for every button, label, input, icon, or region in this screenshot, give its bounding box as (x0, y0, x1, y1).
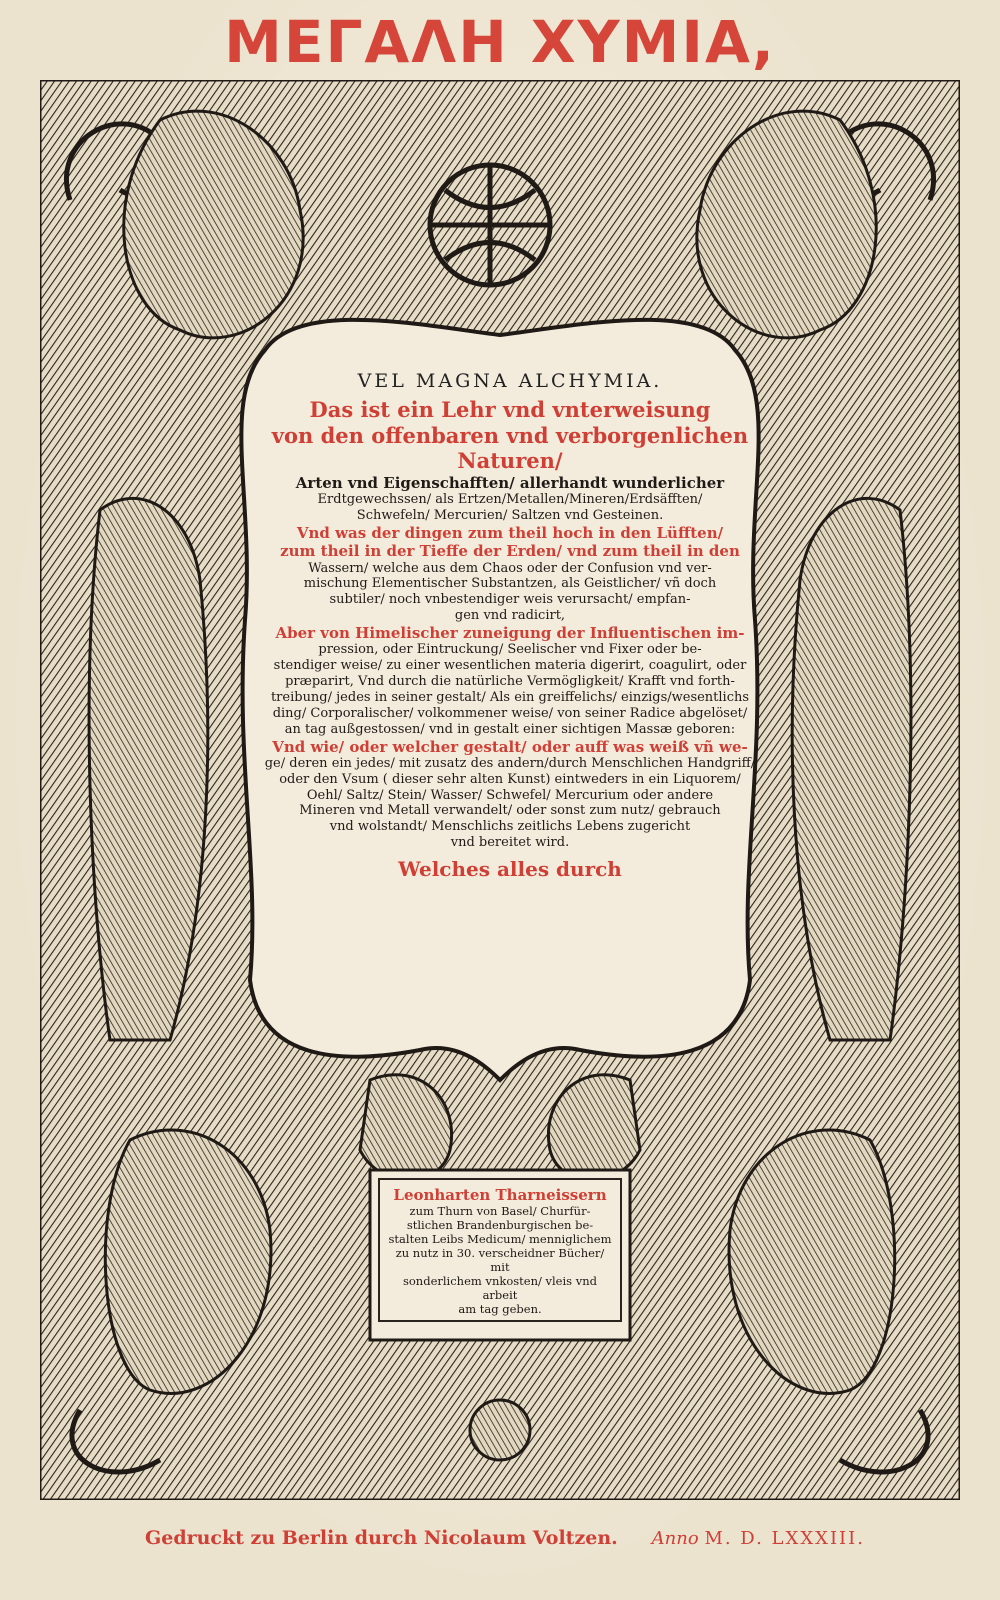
title-line: stendiger weise/ zu einer wesentlichen materia digerirt, coagulirt, oder (273, 658, 747, 674)
title-line: Vnd was der dingen zum theil hoch in den Lüfften/ (296, 524, 724, 543)
greek-title: ΜΕΓΑΛΗ ΧΥΜΙΑ, (224, 8, 776, 76)
title-line: pression, oder Eintruckung/ Seelischer vnd Fixer oder be- (318, 642, 702, 658)
author-line: zu nutz in 30. verscheidner Bücher/ mit (395, 1246, 605, 1275)
imprint (145, 1527, 865, 1549)
author-name: Leonharten Tharneissern (393, 1186, 607, 1204)
imprint-anno: Anno (651, 1528, 699, 1549)
title-cartouche (263, 370, 757, 881)
title-line: Aber von Himelischer zuneigung der Influentischen im- (275, 624, 745, 643)
imprint-year: M. D. LXXXIII. (704, 1528, 865, 1549)
author-line: zum Thurn von Basel/ Churfür- (409, 1204, 591, 1219)
title-line: Erdtgewechssen/ als Ertzen/Metallen/Mineren/Erdsäfften/ (317, 492, 703, 508)
title-line: gen vnd radicirt, (454, 608, 566, 624)
title-line: vnd bereitet wird. (450, 835, 570, 851)
author-description (386, 1204, 614, 1316)
latin-subtitle: VEL MAGNA ALCHYMIA. (357, 370, 663, 392)
title-line: vnd wolstandt/ Menschlichs zeitlichs Lebens zugericht (329, 819, 691, 835)
title-line: præparirt, Vnd durch die natürliche Vermögligkeit/ Krafft vnd forth- (285, 674, 735, 690)
title-line: an tag außgestossen/ vnd in gestalt einer sichtigen Massæ geboren: (284, 721, 736, 737)
title-line: subtiler/ noch vnbestendiger weis verursacht/ empfan- (329, 592, 691, 608)
title-line: ding/ Corporalischer/ volkommener weise/ von seiner Radice abgelöset/ (272, 705, 748, 721)
title-line: Wassern/ welche aus dem Chaos oder der Confusion vnd ver- (308, 560, 712, 576)
title-line: Oehl/ Saltz/ Stein/ Wasser/ Schwefel/ Mercurium oder andere (306, 787, 714, 803)
title-line: treibung/ jedes in seiner gestalt/ Als ein greiffelichs/ einzigs/wesentlichs (270, 689, 750, 705)
author-line: sonderlichem vnkosten/ vleis vnd arbeit (402, 1274, 597, 1303)
title-line: Schwefeln/ Mercurien/ Saltzen vnd Gesteinen. (356, 508, 664, 524)
title-line: oder den Vsum ( dieser sehr alten Kunst) eintweders in ein Liquorem/ (279, 771, 741, 787)
title-line: Das ist ein Lehr vnd vnterweisung (309, 397, 711, 423)
title-line: ge/ deren ein jedes/ mit zusatz des andern/durch Menschlichen Handgriff/ (264, 755, 756, 771)
title-line: Arten vnd Eigenschafften/ allerhandt wunderlicher (295, 474, 725, 492)
closing-line: Welches alles durch (398, 856, 622, 881)
author-box (378, 1178, 622, 1322)
imprint-date (652, 1528, 865, 1549)
title-text-blocks (263, 397, 757, 851)
title-line: mischung Elementischer Substantzen, als Geistlicher/ vñ doch (303, 576, 717, 592)
author-line: stlichen Brandenburgischen be- (406, 1218, 594, 1233)
author-line: stalten Leibs Medicum/ menniglichem (388, 1232, 612, 1247)
title-line: Mineren vnd Metall verwandelt/ oder sonst zum nutz/ gebrauch (299, 803, 721, 819)
title-line: zum theil in der Tieffe der Erden/ vnd zum theil in den (280, 542, 740, 561)
title-line: Vnd wie/ oder welcher gestalt/ oder auff was weiß vñ we- (272, 737, 748, 756)
imprint-printer: Gedruckt zu Berlin durch Nicolaum Voltzen. (145, 1527, 618, 1549)
title-line: von den offenbaren vnd verborgenlichen Naturen/ (271, 422, 749, 474)
author-line: am tag geben. (458, 1302, 542, 1317)
